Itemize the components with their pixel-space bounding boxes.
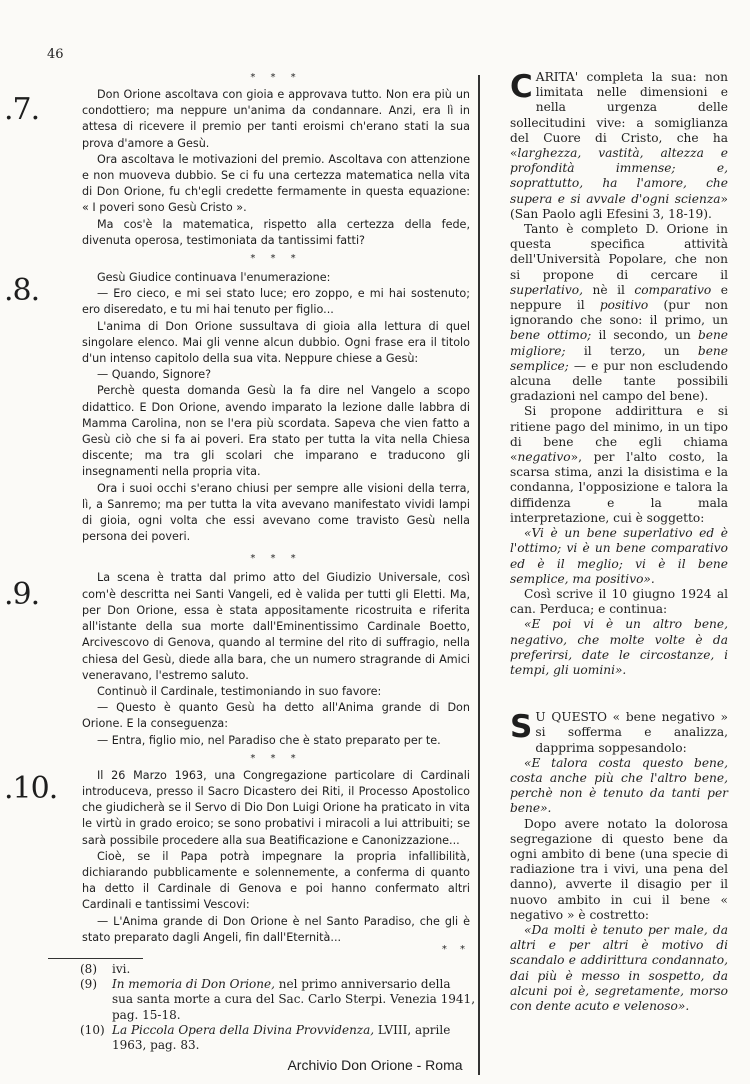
footnote-title: In memoria di Don Orione, bbox=[112, 977, 275, 992]
main-column bbox=[4, 68, 470, 955]
sidebar-paragraph: Tanto è completo D. Orione in questa specifica attività dell'Università Popolare, che non si propone di cercare il superlativo, nè il comparativo e neppure il positivo (pur non ignorando che sono: il primo, un bene ottimo; il secondo, un bene migliore; il terzo, un bene semplice; — e pur non escludendo alcuna delle tante possibili gradazioni nel campo del bene). bbox=[510, 222, 729, 404]
sidebar-paragraph: S U QUESTO « bene negativo » si sofferma e analizza, dapprima soppesandolo: bbox=[510, 709, 728, 755]
paragraph: — Ero cieco, e mi sei stato luce; ero zoppo, e mi hai sostenuto; ero diseredato, e tu mi hai tenuto per figlio... bbox=[82, 287, 470, 317]
footnote-number: (9) bbox=[80, 977, 97, 992]
section-10 bbox=[4, 768, 470, 946]
paragraph: La scena è tratta dal primo atto del Giudizio Universale, così com'è descritta nei Santi Vangeli, ed è valida per tutti gli Eletti. Ma, per Don Orione, essa è stata appositamente ricostruita e riferita all'istante della sua morte dall'Eminentissimo Cardinale Boetto, Arcivescovo di Genova, quando al termine del rito di suffragio, nella chiesa del Gesù, diede alla bara, che un numero stragrande di Amici veneravano, l'estremo saluto. bbox=[82, 571, 470, 682]
paragraph: — Quando, Signore? bbox=[97, 368, 212, 382]
paragraph: — L'Anima grande di Don Orione è nel Santo Paradiso, che gli è stato preparato dagli Angeli, fin dall'Eternità... bbox=[82, 914, 470, 944]
footnote bbox=[80, 1023, 475, 1053]
paragraph: Don Orione ascoltava con gioia e approvava tutto. Non era più un condottiero; ma neppure un'anima da condannare. Anzi, era lì in attesa di ricevere il premio per tanti eroismi ch'erano stati la sua prova d'amore a Gesù. bbox=[82, 88, 470, 150]
footnote bbox=[80, 962, 475, 977]
sidebar-paragraph: Si propone addirittura e si ritiene pago del minimo, in un tipo di bene che egli chiama «negativo», per l'alto costo, la scarsa stima, anzi la disistima e la condanna, l'opposizione e talora la diffidenza e la mala interpretazione, cui è soggetto: bbox=[510, 404, 728, 525]
paragraph: Ma cos'è la matematica, rispetto alla certezza della fede, divenuta operosa, testimoniata da tantissimi fatti? bbox=[82, 217, 470, 247]
section-separator: * * * bbox=[250, 72, 302, 83]
footnote-number: (8) bbox=[80, 962, 97, 976]
footnote-title: La Piccola Opera della Divina Provvidenza, bbox=[112, 1022, 375, 1037]
section-9 bbox=[4, 570, 470, 748]
footnote-rule bbox=[48, 958, 143, 959]
section-number: .8. bbox=[4, 273, 40, 309]
paragraph: Gesù Giudice continuava l'enumerazione: bbox=[97, 271, 331, 285]
section-8 bbox=[4, 270, 470, 545]
section-separator: * * * bbox=[250, 752, 302, 764]
section-separator: * * * bbox=[250, 253, 302, 265]
archive-label: Archivio Don Orione - Roma bbox=[287, 1057, 463, 1073]
paragraph: L'anima di Don Orione sussultava di gioia alla lettura di quel singolare elenco. Mai gli venne alcun dubbio. Ogni frase era il titolo d'un intenso capitolo della sua vita. Neppure chiese a Gesù: bbox=[82, 319, 470, 366]
sidebar-paragraph: Così scrive il 10 giugno 1924 al can. Perduca; e continua: bbox=[510, 586, 728, 617]
paragraph: Ora i suoi occhi s'erano chiusi per sempre alle visioni della terra, lì, a Sanremo; ma per tutta la vita avevano manifestato vividi lampi di gioia, ogni volta che essi avevano come travisto Gesù nella persona dei poveri. bbox=[82, 481, 470, 544]
section-number: .9. bbox=[4, 577, 40, 613]
column-divider bbox=[478, 75, 480, 1075]
paragraph: Perchè questa domanda Gesù la fa dire nel Vangelo a scopo didattico. E Don Orione, avendo imparato la lezione dalle labbra di Mamma Carolina, non se l'era più scordata. Sapeva che vien fatto a Gesù ciò che si fa ai poveri. Era stato per tutta la vita nella Chiesa discente; ma tra gli scolari che imparano e traducono gli insegnamenti nella propria vita. bbox=[82, 384, 470, 479]
footnote-text: ivi. bbox=[112, 962, 131, 976]
paragraph: — Entra, figlio mio, nel Paradiso che è stato preparato per te. bbox=[97, 733, 441, 747]
paragraph: Cioè, se il Papa potrà impegnare la propria infallibilità, dichiarando pubblicamente e solennemente, a conferma di quanto ha detto il Cardinale di Genova e poi hanno confermato altri Cardinali e tantissimi Vescovi: bbox=[82, 849, 470, 912]
paragraph: Continuò il Cardinale, testimoniando in suo favore: bbox=[97, 684, 382, 698]
drop-cap: S bbox=[510, 709, 533, 746]
section-number: .10. bbox=[4, 770, 58, 806]
sidebar-quote: «E poi vi è un altro bene, negativo, che molte volte è da preferirsi, date le circostanze, i tempi, gli uomini». bbox=[510, 617, 728, 677]
section-separator: * * * bbox=[250, 553, 302, 565]
footnote bbox=[80, 977, 475, 1023]
sidebar-paragraph: CARITA' completa la sua: non limitata nelle dimensioni e nella urgenza delle sollecitudini vive: a somiglianza del Cuore di Cristo, che ha «larghezza, vastità, altezza e profondità immense; e, soprattutto, ha l'amore, che supera e si avvale d'ogni scienza» (San Paolo agli Efesini 3, 18-19). bbox=[510, 69, 728, 221]
footnote-text: LVIII, aprile 1963, pag. 83. bbox=[112, 1022, 451, 1053]
sidebar-paragraph: Dopo avere notato la dolorosa segregazione di questo bene da ogni ambito di bene (una specie di radiazione tra i vivi, una pena del danno), avverte il disagio per il nuovo ambito in cui il bene « negativo » è costretto: bbox=[510, 816, 728, 922]
section-number: .7. bbox=[4, 92, 40, 127]
page-number: 46 bbox=[47, 47, 64, 62]
sidebar-quote: «Da molti è tenuto per male, da altri e per altri è motivo di scandalo e addirittura condannato, dai più è messo in sospetto, da alcuni poi è, segretamente, morso con dente acuto e velenoso». bbox=[510, 922, 728, 1013]
footnote-text: nel primo anniversario della sua santa morte a cura del Sac. Carlo Sterpi. Venezia 1941, pag. 15-18. bbox=[112, 977, 476, 1022]
drop-cap: C bbox=[510, 69, 533, 105]
paragraph: — Questo è quanto Gesù ha detto all'Anima grande di Don Orione. E la conseguenza: bbox=[82, 701, 470, 731]
footnotes bbox=[80, 962, 475, 1053]
sidebar-quote: «E talora costa questo bene, costa anche più che l'altro bene, perchè non è tenuto da tanti per bene». bbox=[510, 755, 728, 816]
end-stars: * * bbox=[441, 943, 470, 955]
section-7 bbox=[4, 87, 470, 249]
paragraph: Il 26 Marzo 1963, una Congregazione particolare di Cardinali introduceva, presso il Sacro Dicastero dei Riti, il Processo Apostolico che giudicherà se il Servo di Dio Don Luigi Orione ha praticato in vita le virtù in grado eroico; se sono probativi i miracoli a lui attribuiti; se sarà possibile procedere alla sua Beatificazione e Canonizzazione... bbox=[82, 768, 470, 847]
footnote-number: (10) bbox=[80, 1022, 105, 1037]
paragraph: Ora ascoltava le motivazioni del premio. Ascoltava con attenzione e non muoveva dubbio. Se ci fu una certezza matematica nella vita di Don Orione, fu ch'egli credette fermamente in questa equazione: « I poveri sono Gesù Cristo ». bbox=[82, 152, 470, 215]
sidebar-column bbox=[510, 70, 728, 1014]
sidebar-quote: «Vi è un bene superlativo ed è l'ottimo; vi è un bene comparativo ed è il meglio; vi è il bene semplice, ma positivo». bbox=[510, 526, 728, 586]
